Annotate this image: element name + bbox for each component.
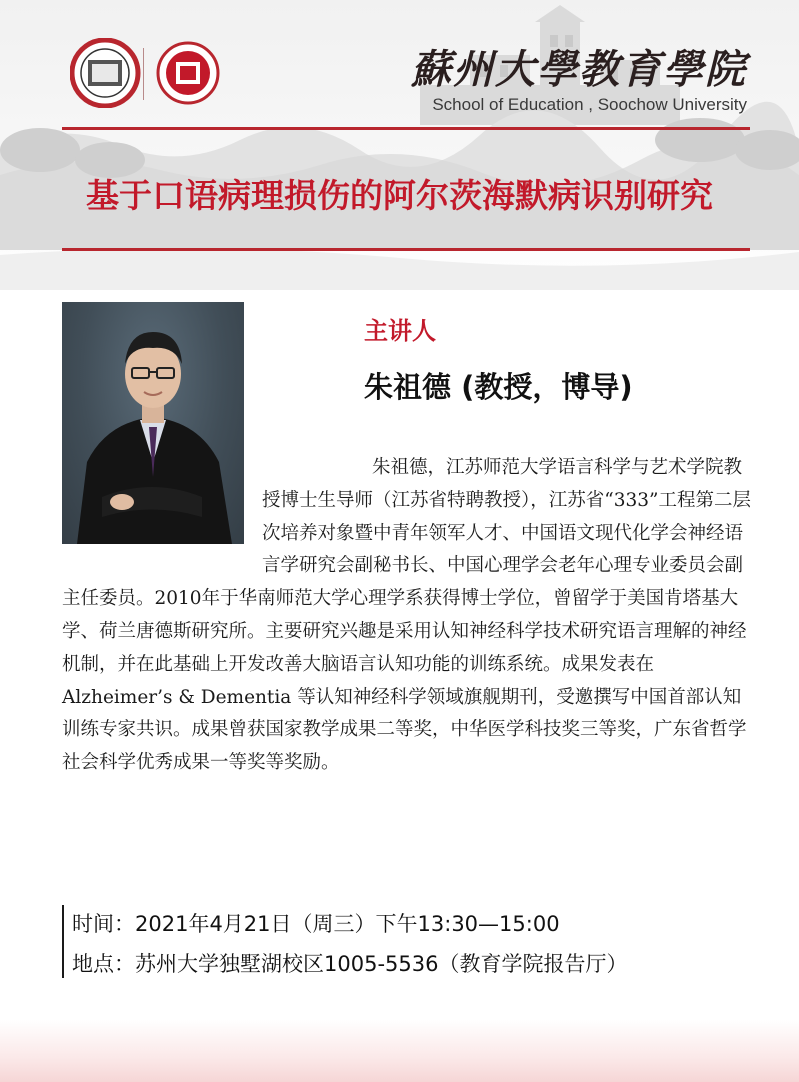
logo-divider xyxy=(143,48,144,100)
title-bottom-rule xyxy=(62,248,750,251)
bio-text: 朱祖德，江苏师范大学语言科学与艺术学院教授博士生导师（江苏省特聘教授），江苏省“333”工程第二层次培养对象暨中青年领军人才、中国语文现代化学会神经语言学研究会副秘书长、中国心理学会老年心理专业委员会副主任委员。2010年于华南师范大学心理学系获得博士学位，曾留学于美国肯塔基大学、荷兰唐德斯研究所。主要研究兴趣是采用认知神经科学技术研究语言理解的神经机制，并在此基础上开发改善大脑语言认知功能的训练系统。成果发表在Alzheimer’s & Dementia 等认知神经科学领域旗舰期刊，受邀撰写中国首部认知训练专家共识。成果曾获国家教学成果二等奖，中华医学科技奖三等奖，广东省哲学社会科学优秀成果一等奖等奖励。 xyxy=(62,457,751,774)
school-name-english: School of Education , Soochow University xyxy=(432,95,747,114)
title-top-rule xyxy=(62,127,750,130)
speaker-bio xyxy=(62,452,752,780)
lecture-title: 基于口语病理损伤的阿尔茨海默病识别研究 xyxy=(86,176,713,215)
event-time: 时间：2021年4月21日（周三）下午13:30—15:00 xyxy=(72,912,560,936)
event-info-bar xyxy=(62,905,64,978)
speaker-name: 朱祖德 (教授，博导) xyxy=(364,370,633,404)
soochow-university-seal-icon xyxy=(72,40,138,106)
school-name-chinese: 蘇州大學教育學院 xyxy=(411,46,747,93)
university-logos xyxy=(70,38,230,108)
school-of-education-emblem-icon xyxy=(158,43,218,103)
footer-gradient xyxy=(0,1020,799,1082)
bio-float-spacer xyxy=(62,452,262,582)
speaker-label: 主讲人 xyxy=(364,317,436,345)
event-place: 地点：苏州大学独墅湖校区1005-5536（教育学院报告厅） xyxy=(72,952,628,976)
